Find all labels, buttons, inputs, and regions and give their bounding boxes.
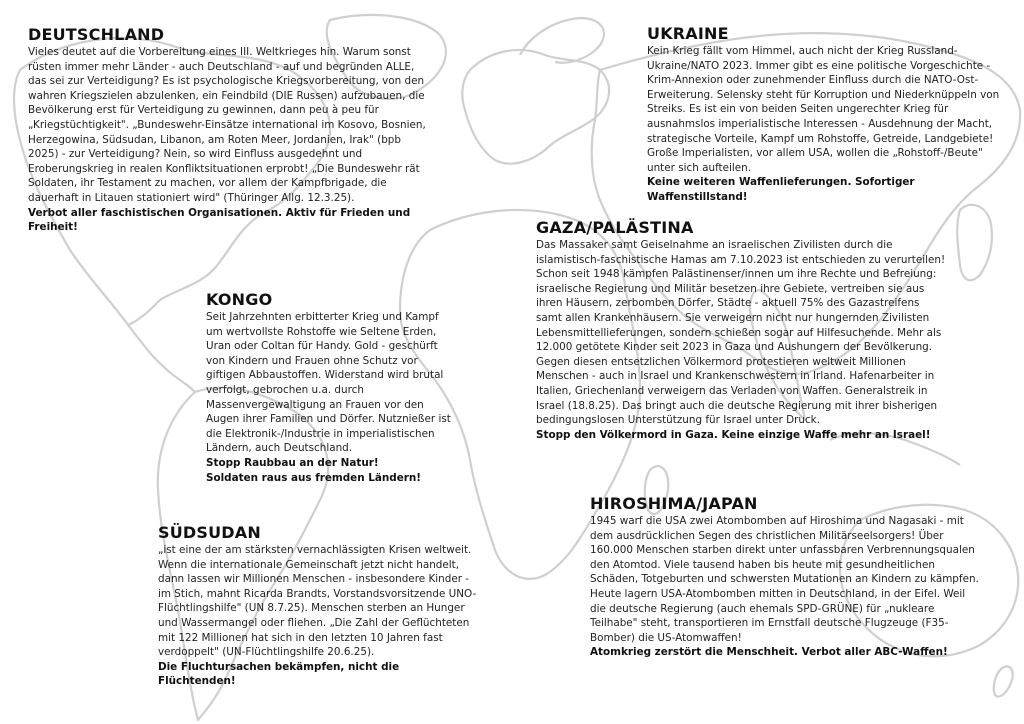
- map-central-america: [128, 325, 195, 392]
- heading-gaza: GAZA/PALÄSTINA: [536, 218, 694, 237]
- map-scandinavia: [520, 18, 604, 63]
- demand-hiroshima: Atomkrieg zerstört die Menschheit. Verbot aller ABC-Waffen!: [590, 646, 948, 659]
- map-new-zealand: [994, 666, 1013, 696]
- heading-hiroshima: HIROSHIMA/JAPAN: [590, 494, 758, 513]
- demand-deutschland: Verbot aller faschistischen Organisationen. Aktiv für Frieden und Freiheit!: [28, 206, 411, 234]
- section-gaza: [536, 218, 946, 442]
- body-suedsudan: „ist eine der am stärksten vernachlässigten Krisen weltweit. Wenn die internationale Gemeinschaft jetzt nicht handelt, dann lassen wir Millionen Menschen - insbesondere Kinder - im Stich, mahnt Ricarda Brandts, Vorstandsvorsitzende UNO-Flüchtlingshilfe" (UN 8.7.25). Menschen sterben an Hunger und Wassermangel oder fliehen. „Die Zahl der Geflüchteten mit 122 Millionen hat sich in den letzten 10 Jahren fast verdoppelt" (UN-Flüchtlingshilfe 20.6.25).: [158, 544, 477, 659]
- section-hiroshima: [590, 494, 980, 660]
- heading-suedsudan: SÜDSUDAN: [158, 523, 261, 542]
- heading-ukraine: UKRAINE: [647, 24, 729, 43]
- body-gaza: Das Massaker samt Geiselnahme an israelischen Zivilisten durch die islamistisch-faschistische Hamas am 7.10.2023 ist entschieden zu verurteilen! Schon seit 1948 kämpfen Palästinenser/innen um ihre Rechte und Befreiung: israelische Regierung und Militär besetzen ihre Gebiete, vertreiben sie aus ihren Häusern, zerbomben Dörfer, Städte - aktuell 75% des Gazastreifens samt allen Krankenhäusern. Sie verweigern nicht nur hungernden Zivilisten Lebensmittellieferungen, sondern schießen sogar auf Hilfesuchende. Mehr als 12.000 getötete Kinder seit 2023 in Gaza und Aushungern der Bevölkerung. Gegen diesen entsetzlichen Völkermord protestieren weltweit Millionen Menschen - auch in Israel und Krankenschwestern in Irland. Hafenarbeiter in Italien, Griechenland verweigern das Verladen von Waffen. Generalstreik in Israel (18.8.25). Das bringt auch die deutsche Regierung mit ihrer bisherigen bedingungslosen Unterstützung für Israel unter Druck.: [536, 239, 946, 427]
- body-hiroshima-2: Heute lagern USA-Atombomben mitten in Deutschland, in der Eifel. Weil die deutsche Regierung (auch ehemals SPD-GRÜNE) für „nukleare Teilhabe" steht, transportieren im Ernstfall deutsche Flugzeuge (F35-Bomber) die US-Atomwaffen!: [590, 587, 966, 644]
- body-hiroshima: 1945 warf die USA zwei Atombomben auf Hiroshima und Nagasaki - mit dem ausdrücklichen Segen des christlichen Militärseelsorgers! Über 160.000 Menschen starben direkt unter unfassbaren Verbrennungsqualen den Atomtod. Viele tausend haben bis heute mit gesundheitlichen Schäden, Totgeburten und schwersten Mutationen an Kindern zu kämpfen.: [590, 515, 979, 586]
- section-suedsudan: [158, 523, 478, 689]
- body-kongo: Seit Jahrzehnten erbitterter Krieg und Kampf um wertvollste Rohstoffe wie Seltene Erden, Uran oder Coltan für Handy. Gold - geschürft von Kindern und Frauen ohne Schutz vor giftigen Abbaustoffen. Widerstand wird brutal verfolgt, gebrochen u.a. durch Massenvergewaltigung an Frauen vor den Augen ihrer Familien und Dörfer. Nutznießer ist die Elektronik-/Industrie in imperialistischen Ländern, auch Deutschland.: [206, 311, 451, 455]
- demand-kongo: Stopp Raubbau an der Natur!: [206, 456, 379, 469]
- demand-gaza: Stopp den Völkermord in Gaza. Keine einzige Waffe mehr an Israel!: [536, 428, 931, 441]
- heading-kongo: KONGO: [206, 290, 273, 309]
- heading-deutschland: DEUTSCHLAND: [28, 25, 165, 44]
- demand-suedsudan: Die Fluchtursachen bekämpfen, nicht die Flüchtenden!: [158, 660, 400, 688]
- demand-kongo-2: Soldaten raus aus fremden Ländern!: [206, 471, 422, 484]
- section-deutschland: [28, 25, 426, 235]
- body-deutschland: Vieles deutet auf die Vorbereitung eines III. Weltkrieges hin. Warum sonst rüsten immer mehr Länder - auch Deutschland - auf und begründen ALLE, das sei zur Verteidigung? Es ist psychologische Kriegsvorbereitung, von den wahren Kriegszielen abzulenken, ein Feindbild (DIE Russen) aufzubauen, die Bevölkerung erst für Verteidigung zu gewinnen, dann peu à peu für „Kriegstüchtigkeit". „Bundeswehr-Einsätze international im Kosovo, Bosnien, Herzegowina, Südsudan, Libanon, am Roten Meer, Jordanien, Irak" (bpb 2025) - zur Verteidigung? Nein, so wird Einfluss ausgedehnt und Eroberungskrieg in realen Konfliktsituationen erprobt! „Die Bundeswehr rät Soldaten, ihr Testament zu machen, vor allem der Kampfbrigade, die dauerhaft in Litauen stationiert wird" (Thüringer Allg. 12.3.25).: [28, 46, 426, 204]
- map-europe: [462, 50, 609, 164]
- section-kongo: [206, 290, 456, 485]
- section-ukraine: [647, 24, 1003, 205]
- map-japan: [957, 205, 992, 280]
- body-ukraine: Kein Krieg fällt vom Himmel, auch nicht der Krieg Russland-Ukraine/NATO 2023. Immer gibt es eine politische Vorgeschichte - Krim-Annexion oder zunehmender Einfluss durch die NATO-Ost-Erweiterung. Selensky steht für Korruption und Niederknüppeln von Streiks. Es ist ein von beiden Seiten ungerechter Krieg für ausnahmslos imperialistische Interessen - Ausdehnung der Macht, strategische Vorteile, Kampf um Rohstoffe, Getreide, Landgebiete! Große Imperialisten, vor allem USA, wollen die „Rohstoff-/Beute" unter sich aufteilen.: [647, 45, 1000, 174]
- demand-ukraine: Keine weiteren Waffenlieferungen. Sofortiger Waffenstillstand!: [647, 176, 915, 203]
